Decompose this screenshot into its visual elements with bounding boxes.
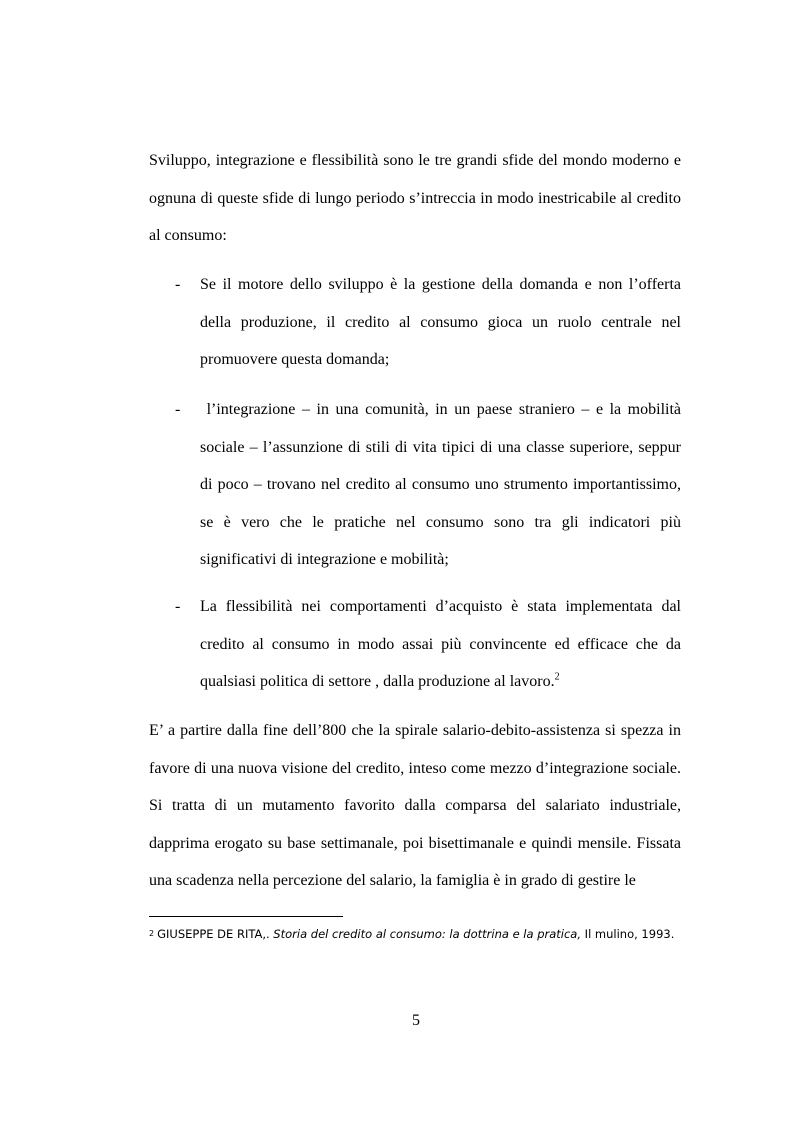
bullet-text-wrapper (200, 588, 681, 701)
bullet-text: La flessibilità nei comportamenti d’acquisto è stata implementata dal credito al consumo in modo assai più convincente ed efficace che da qualsiasi politica di settore , dalla produzione al lavoro. (200, 598, 681, 690)
footnote (149, 924, 683, 944)
bullet-text: Se il motore dello sviluppo è la gestione della domanda e non l’offerta della produzione, il credito al consumo gioca un ruolo centrale nel promuovere questa domanda; (200, 276, 681, 368)
bullet-dash: - (175, 276, 181, 293)
bullet-dash: - (175, 401, 181, 418)
paragraph-history: E’ a partire dalla fine dell’800 che la spirale salario-debito-assistenza si spezza in favore di una nuova visione del credito, inteso come mezzo d’integrazione sociale. Si tratta di un mutamento favorito dalla comparsa del salariato industriale, dapprima erogato su base settimanale, poi bisettimanale e quindi mensile. Fissata una scadenza nella percezione del salario, la famiglia è in grado di gestire le (149, 722, 681, 889)
footnote-number: 2 (149, 929, 155, 938)
list-item (175, 588, 681, 701)
footnote-divider (149, 916, 343, 917)
list-item (175, 391, 686, 579)
footnote-reference[interactable]: 2 (554, 671, 560, 683)
footnote-publisher: Il mulino, 1993. (581, 927, 675, 941)
paragraph-intro: Sviluppo, integrazione e flessibilità sono le tre grandi sfide del mondo moderno e ognuna di queste sfide di lungo periodo s’intreccia in modo inestricabile al credito al consumo: (149, 152, 681, 244)
list-item (175, 266, 681, 379)
footnote-title: Storia del credito al consumo: la dottrina e la pratica, (273, 927, 582, 941)
footnote-author: GIUSEPPE DE RITA,. (157, 927, 274, 941)
bullet-dash: - (175, 598, 181, 615)
bullet-text: l’integrazione – in una comunità, in un paese straniero – e la mobilità sociale – l’assunzione di stili di vita tipici di una classe superiore, seppur di poco – trovano nel credito al consumo uno strumento importantissimo, se è vero che le pratiche nel consumo sono tra gli indicatori più significativi di integrazione e mobilità; (200, 401, 686, 568)
page-number: 5 (412, 1012, 420, 1029)
